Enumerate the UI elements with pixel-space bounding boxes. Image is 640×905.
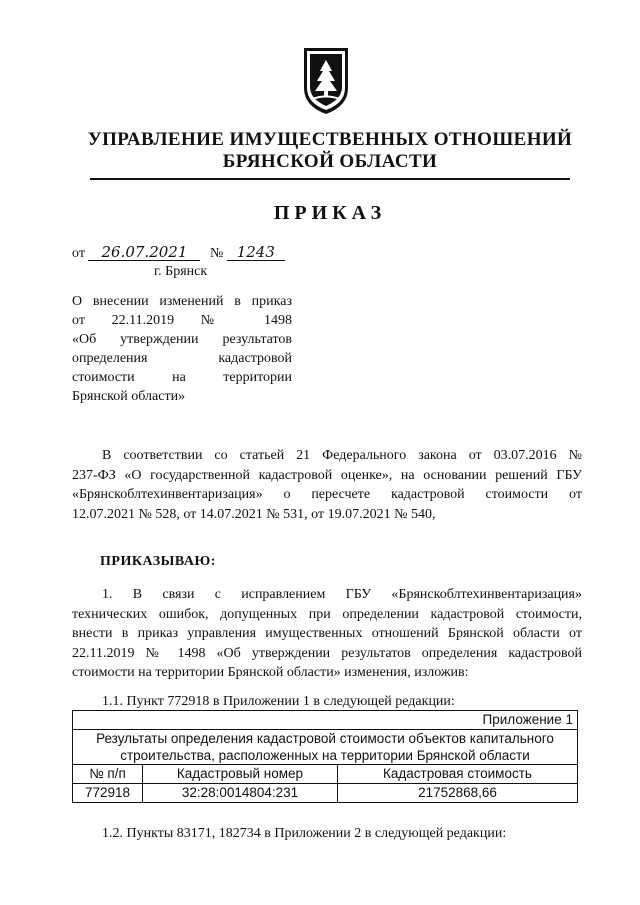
number-sign: №: [209, 246, 224, 261]
date-prefix: от: [72, 246, 85, 261]
org-name-line1: УПРАВЛЕНИЕ ИМУЩЕСТВЕННЫХ ОТНОШЕНИЙ: [87, 129, 573, 150]
subject-line: Брянской области»: [72, 389, 186, 404]
date-value: 26.07.2021: [88, 244, 200, 261]
item-1-2: 1.2. Пункты 83171, 182734 в Приложении 2 в следующей редакции:: [102, 826, 507, 841]
subject-line: О внесении изменений в приказ: [72, 294, 292, 309]
table-header-cell: Кадастровый номер: [143, 765, 338, 784]
table-appendix-label: Приложение 1: [73, 711, 578, 730]
table-cell: 21752868,66: [338, 784, 578, 803]
preamble-line: В соответствии со статьей 21 Федерального закона от 03.07.2016 №: [102, 448, 582, 463]
table-cell: 772918: [73, 784, 143, 803]
table-row: [73, 784, 578, 803]
item-1-1: 1.1. Пункт 772918 в Приложении 1 в следующей редакции:: [102, 694, 455, 709]
subject-line: от 22.11.2019 № 1498: [72, 313, 292, 328]
header-divider: [90, 178, 570, 180]
item-1-line: технических ошибок, допущенных при определении кадастровой стоимости,: [72, 606, 582, 622]
preamble-line: 237-ФЗ «О государственной кадастровой оценке», на основании решений ГБУ: [72, 467, 582, 483]
item-1-line: 1. В связи с исправлением ГБУ «Брянскоблтехинвентаризация»: [102, 587, 582, 602]
table-header-cell: № п/п: [73, 765, 143, 784]
document-title: ПРИКАЗ: [273, 202, 387, 224]
item-1: [72, 585, 582, 683]
table-cell: 32:28:0014804:231: [143, 784, 338, 803]
table-caption-line: Результаты определения кадастровой стоимости объектов капитального: [96, 731, 554, 746]
subject-line: определения кадастровой: [72, 351, 292, 366]
table-caption: [73, 730, 578, 765]
item-1-line: стоимости на территории Брянской области» изменения, изложив:: [72, 665, 469, 680]
org-name-line2: БРЯНСКОЙ ОБЛАСТИ: [222, 151, 438, 172]
coat-of-arms-icon: [301, 44, 351, 116]
table-header-row: [73, 765, 578, 784]
preamble-line: «Брянскоблтехинвентаризация» о пересчете кадастровой стоимости от: [72, 487, 582, 502]
preamble: [72, 446, 582, 524]
subject-line: «Об утверждении результатов: [72, 332, 292, 347]
table-header-cell: Кадастровая стоимость: [338, 765, 578, 784]
subject-line: стоимости на территории: [72, 370, 292, 385]
number-value: 1243: [227, 244, 285, 261]
item-1-line: 22.11.2019 № 1498 «Об утверждении результатов определения кадастровой: [72, 645, 582, 661]
item-1-line: внести в приказ управления имущественных отношений Брянской области от: [72, 626, 582, 641]
decree-word: ПРИКАЗЫВАЮ:: [100, 554, 216, 569]
cadastral-table: [72, 710, 578, 803]
preamble-line: 12.07.2021 № 528, от 14.07.2021 № 531, от 19.07.2021 № 540,: [72, 506, 436, 522]
order-date-number: [72, 244, 285, 262]
city: г. Брянск: [154, 264, 208, 279]
table-caption-line: строительства, расположенных на территории Брянской области: [120, 748, 530, 763]
subject-block: [72, 292, 292, 406]
